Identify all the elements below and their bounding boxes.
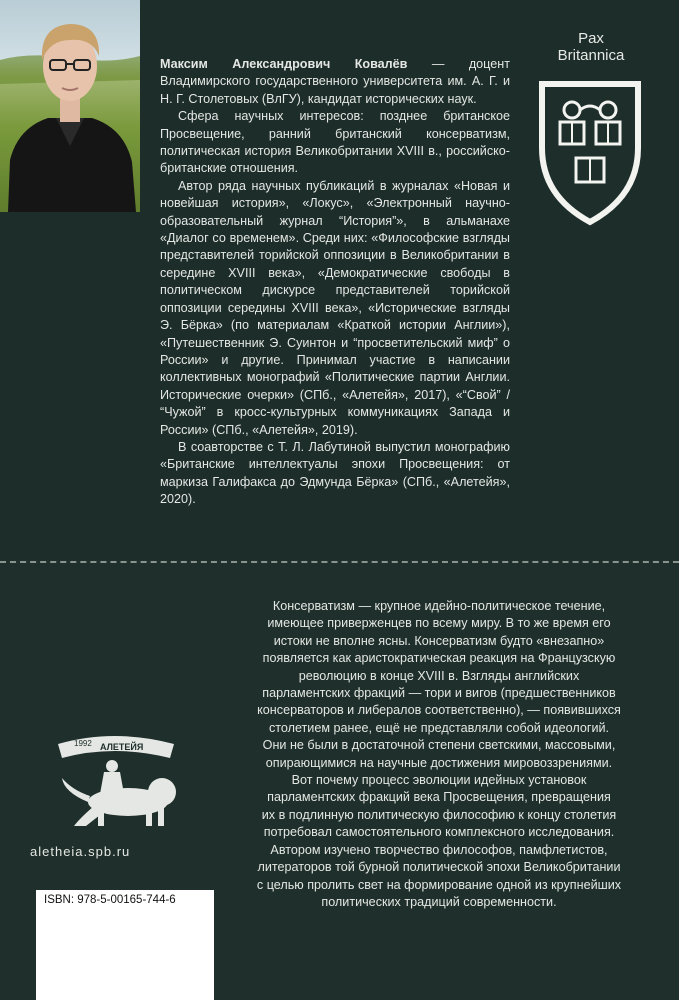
- bio-paragraph-4: В соавторстве с Т. Л. Лабутиной выпустил монографию «Британские интеллектуалы эпохи Просвещения: от маркиза Галифакса до Эдмунда Бёрка» (СПб., «Алетейя», 2020).: [160, 439, 510, 507]
- annotation-line: парламентских фракций — тори и вигов (предшественников: [262, 686, 616, 701]
- annotation-line: Автором изучено творчество философов, памфлетистов,: [270, 842, 608, 857]
- annotation-line: опирающимися на научные достижения мировоззрениями.: [265, 755, 613, 770]
- publisher-website[interactable]: aletheia.spb.ru: [30, 844, 131, 859]
- book-annotation: [234, 598, 644, 911]
- annotation-line: истоки не вполне ясны. Консерватизм будто «внезапно»: [273, 633, 605, 648]
- annotation-line: Они не были в достаточной степени светскими, массовыми,: [262, 738, 616, 753]
- bio-paragraph-3: Автор ряда научных публикаций в журналах «Новая и новейшая история», «Локус», «Электронный научно-образовательный журнал “История”», в альманахе «Диалог со временем». Среди них: «Философские взгляды представителей торийской оппозиции в Великобритании в середине XVIII века», «Демократические свободы в политическом дискурсе представителей торийской оппозиции середины XVIII века», «Исторические взгляды Э. Бёрка» (по материалам «Краткой истории Англии»), «Путешественник Э. Суинтон и “просветительский миф” о России» и другие. Принимал участие в написании коллективных монографий «Политические партии Англии. Исторические очерки» (СПб., «Алетейя», 2017), «“Свой” / “Чужой” в кросс-культурных коммуникациях Запада и России» (СПб., «Алетейя», 2019).: [160, 178, 510, 437]
- annotation-line: появляется как аристократическая реакция на Французскую: [262, 651, 616, 666]
- annotation-line: революцию в конце XVIII в. Взгляды английских: [298, 668, 580, 683]
- bio-paragraph-1: [160, 56, 510, 108]
- isbn-number: ISBN: 978-5-00165-744-6: [44, 894, 176, 906]
- annotation-line: их в подлинную политическую философию к концу столетия: [261, 807, 617, 822]
- annotation-line: Консерватизм — крупное идейно-политическое течение,: [272, 599, 606, 613]
- isbn-barcode-area: [36, 890, 214, 1000]
- annotation-line: с целью пролить свет на формирование одной из крупнейших: [256, 877, 622, 892]
- annotation-line: литераторов той бурной политической эпохи Великобритании: [257, 860, 621, 875]
- annotation-line: консерваторов и либералов соответственно), — появившихся: [257, 703, 621, 718]
- series-title-line2: Britannica: [557, 47, 625, 64]
- annotation-line: столетием ранее, ещё не представляли собой идеологий.: [268, 720, 610, 735]
- author-photo: [0, 0, 140, 212]
- annotation-line: политических традиций современности.: [321, 894, 557, 909]
- series-title-line1: Pax: [578, 30, 604, 47]
- annotation-line: Вот почему процесс эволюции идейных установок: [291, 773, 587, 788]
- author-bio: [160, 56, 510, 509]
- annotation-line: имеющее приверженцев по всему миру. В то же время его: [267, 616, 611, 631]
- bio-paragraph-2: Сфера научных интересов: позднее британское Просвещение, ранний британский консерватизм, политическая история Великобритании XVIII в., российско-британские отношения.: [160, 109, 510, 176]
- series-title: [548, 30, 634, 64]
- annotation-line: парламентских фракций века Просвещения, превращения: [267, 790, 611, 805]
- logo-name: АЛЕТЕЙЯ: [100, 742, 144, 752]
- logo-year: 1992: [74, 739, 92, 748]
- author-name: Максим Александрович Ковалёв: [160, 57, 408, 71]
- bio-paragraph-1-text: — доцент Владимирского государственного университета им. А. Г. и Н. Г. Столетовых (ВлГУ), кандидат исторических наук.: [160, 57, 510, 106]
- annotation-line: потребовал самостоятельного комплексного исследования.: [263, 825, 615, 840]
- publisher-lion-logo: [34, 722, 202, 830]
- shield-books-icon: [536, 78, 644, 228]
- section-divider: [0, 561, 679, 563]
